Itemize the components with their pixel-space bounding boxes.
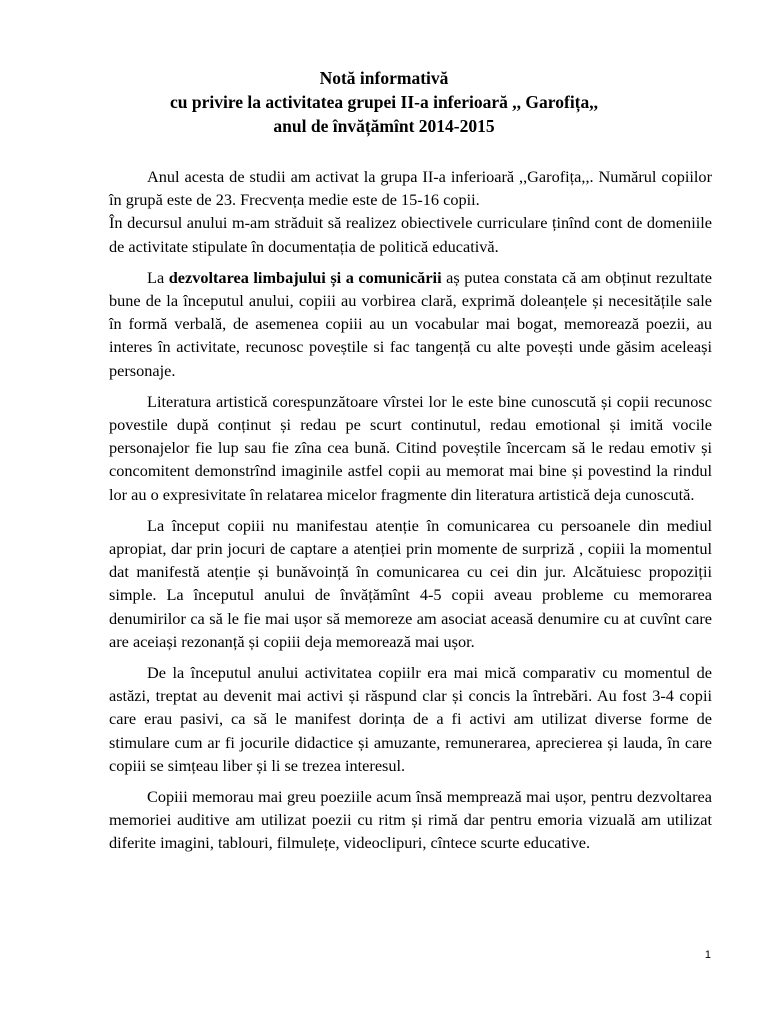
paragraph-bold-heading: dezvoltarea limbajului și a comunicării <box>168 267 442 287</box>
paragraph-literature: Literatura artistică corespunzătoare vîrstei lor le este bine cunoscută și copii recunosc povestile după conținut și redau pe scurt continutul, redau emotional și imită vocile personajelor fie lup sau fie zîna cea bună. Citind poveștile încercam să le redau emotiv și concomitent demonstrînd imaginile astfel copii au memorat mai bine și povestind la rindul lor au o expresivitate în relatarea micelor fragmente din literatura artistică deja cunoscută. <box>109 391 712 504</box>
paragraph-memory: Copiii memorau mai greu poeziile acum însă memprează mai ușor, pentru dezvoltarea memoriei auditive am utilizat poezii cu ritm și rimă dar pentru emoria vizuală am utilizat diferite imagini, tablouri, filmulețe, videoclipuri, cîntece scurte educative. <box>109 787 712 853</box>
paragraph-objectives: În decursul anului m-am străduit să realizez obiectivele curriculare ținînd cont de domeniile de activitate stipulate în documentația de politică educativă. <box>109 213 712 256</box>
paragraph-rest-text: aș putea constata că am obținut rezultate bune de la începutul anului, copiii au vorbirea clară, exprimă doleanțele și necesitățile sale în formă verbală, de asemenea copiii au un vocabular mai bogat, memorează poezii, au interes în activitate, recunosc poveștile si fac tangență cu alte povești unde găsim aceleași personaje. <box>109 267 712 380</box>
document-body <box>109 165 712 863</box>
title-line-3: anul de învățămînt 2014-2015 <box>273 116 495 136</box>
page-number: 1 <box>704 949 711 961</box>
paragraph-attention: La început copiii nu manifestau atenție în comunicarea cu persoanele din mediul apropiat, dar prin jocuri de captare a atenției prin momente de surpriză , copiii la momentul dat manifestă atenție și bunăvoință în comunicarea cu cei din jur. Alcătuiesc propoziții simple. La începutul anului de învățămînt 4-5 copii aveau probleme cu memorarea denumirilor ca să le fie mai ușor să memoreze am asociat aceasă denumire cu at cuvînt care are aceiași rezonanță și copiii deja memorează mai ușor. <box>109 515 712 651</box>
title-line-2: cu privire la activitatea grupei II-a inferioară ,, Garofița,, <box>169 92 599 112</box>
paragraph-lead-text: La <box>147 267 169 287</box>
paragraph-activity: De la începutul anului activitatea copiilr era mai mică comparativ cu momentul de astăzi, treptat au devenit mai activi și răspund clar și concis la întrebări. Au fost 3-4 copii care erau pasivi, ca să le manifest dorința de a fi activi am utilizat diverse forme de stimulare cum ar fi jocurile didactice și amuzante, remunerarea, aprecierea și lauda, în care copiii se simțeau liber și li se trezea interesul. <box>109 663 712 775</box>
document-title <box>56 66 712 138</box>
title-line-1: Notă informativă <box>319 68 449 88</box>
paragraph-intro: Anul acesta de studii am activat la grupa II-a inferioară ,,Garofița,,. Numărul copiilor în grupă este de 23. Frecvența medie este de 15-16 copii. <box>109 167 712 210</box>
paragraph-language-development <box>109 266 712 382</box>
